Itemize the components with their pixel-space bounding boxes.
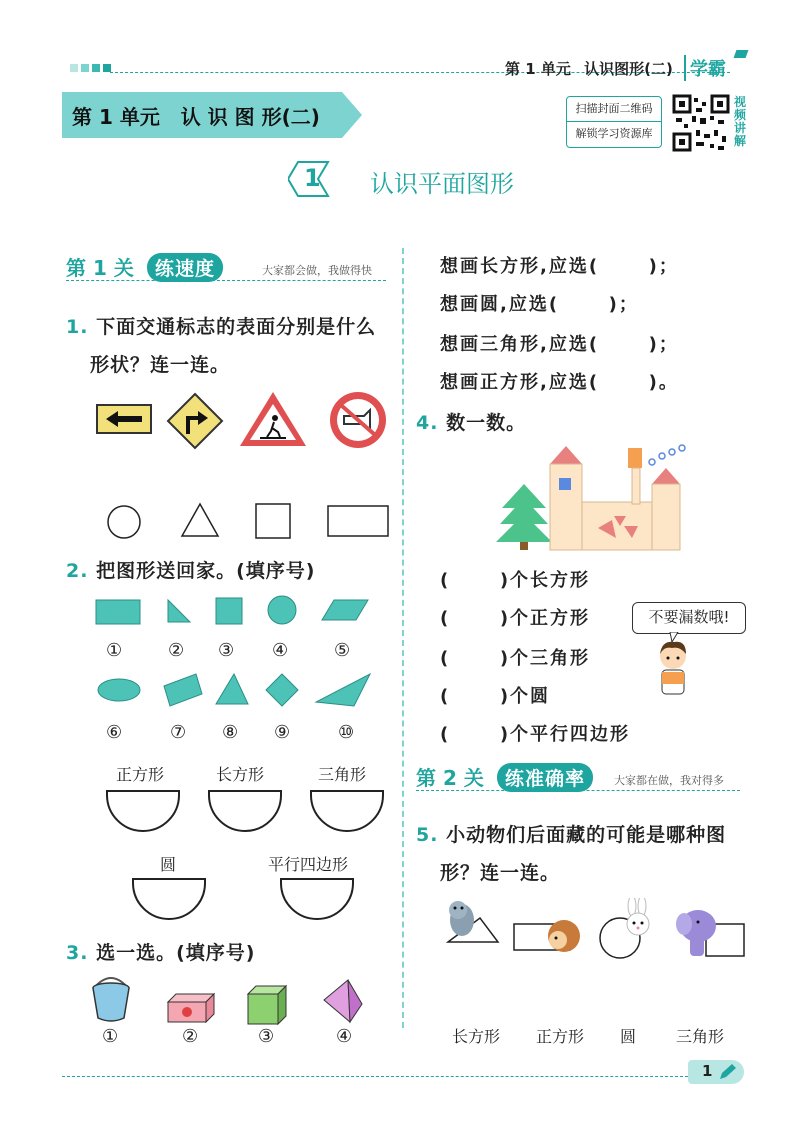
solid-number-1: ①	[102, 1026, 119, 1047]
level2-label: 第 2 关	[416, 766, 484, 790]
header-unit-topic: 认识图形(二)	[584, 60, 673, 78]
scan-line1: 扫描封面二维码	[567, 97, 661, 122]
q5-label-triangle: 三角形	[676, 1027, 725, 1046]
castle-picture	[494, 440, 694, 552]
shape2-triangle	[164, 596, 194, 626]
count-parallelograms[interactable]: ( )个平行四边形	[440, 724, 631, 745]
home-label-square: 正方形	[116, 765, 165, 784]
shape7-tilted-rectangle	[160, 670, 206, 710]
level1-label: 第 1 关	[66, 256, 134, 280]
home-label-parallelogram: 平行四边形	[268, 855, 349, 874]
header-unit	[505, 58, 673, 79]
q2-line: 把图形送回家。(填序号)	[96, 560, 316, 582]
q1-line1: 下面交通标志的表面分别是什么	[96, 316, 377, 338]
level2-underline	[416, 790, 740, 791]
level1-pill: 练速度	[147, 253, 223, 282]
boy-avatar	[650, 632, 696, 698]
home-bowl-square[interactable]	[106, 790, 180, 832]
shape1-rectangle	[94, 598, 142, 626]
seal-with-shape	[440, 898, 502, 946]
footer-rule	[62, 1076, 688, 1077]
q5-number: 5.	[416, 824, 439, 846]
shape8-triangle	[214, 672, 250, 706]
box-icon	[166, 990, 216, 1024]
shape-number-1: ①	[106, 640, 123, 661]
q1-text	[66, 312, 376, 339]
scan-line2: 解锁学习资源库	[575, 127, 653, 140]
shape-number-2: ②	[168, 640, 185, 661]
q3-line: 选一选。(填序号)	[96, 942, 256, 964]
shape9-diamond	[264, 672, 300, 708]
count-squares[interactable]: ( )个正方形	[440, 608, 591, 629]
pedestrian-crossing-sign	[238, 390, 308, 448]
shape-number-4: ④	[272, 640, 289, 661]
graduation-cap-icon	[734, 50, 749, 58]
lesson-name: 认识平面图形	[370, 170, 514, 198]
circle-shape	[106, 504, 142, 540]
shape-number-6: ⑥	[106, 722, 123, 743]
solid-number-3: ③	[258, 1026, 275, 1047]
page-number: 1	[702, 1062, 713, 1080]
speech-bubble-text: 不要漏数哦!	[648, 608, 730, 626]
bucket-icon	[88, 976, 134, 1024]
brand-logo: 学霸	[690, 59, 726, 80]
level1-header	[66, 252, 223, 282]
turn-right-sign	[166, 392, 224, 450]
count-circles[interactable]: ( )个圆	[440, 686, 551, 707]
home-label-circle: 圆	[160, 855, 177, 874]
column-divider	[402, 248, 404, 1028]
solid-number-4: ④	[336, 1026, 353, 1047]
q5-line2: 形？连一连。	[440, 862, 561, 884]
q3-answer-rectangle[interactable]: 想画长方形,应选( )；	[440, 256, 679, 277]
home-label-triangle: 三角形	[318, 765, 367, 784]
shape10-triangle	[314, 672, 374, 708]
elephant-with-shape	[676, 904, 748, 960]
shape-number-3: ③	[218, 640, 235, 661]
solid-number-2: ②	[182, 1026, 199, 1047]
shape-number-8: ⑧	[222, 722, 239, 743]
hedgehog-with-shape	[510, 908, 584, 956]
speech-bubble	[632, 602, 746, 634]
q3-text	[66, 938, 255, 965]
q3-answer-triangle[interactable]: 想画三角形,应选( )；	[440, 334, 679, 355]
q1-line2: 形状？连一连。	[90, 354, 231, 376]
shape-number-9: ⑨	[274, 722, 291, 743]
banner-title: 第 1 单元 认 识 图 形(二)	[72, 105, 320, 129]
cube-icon	[246, 984, 288, 1026]
q3-answer-square[interactable]: 想画正方形,应选( )。	[440, 372, 679, 393]
level1-underline	[66, 280, 386, 281]
lesson-number: 1	[304, 164, 321, 192]
video-label: 视频讲解	[734, 95, 747, 148]
q4-number: 4.	[416, 412, 439, 434]
q5-text	[416, 820, 726, 847]
home-bowl-circle[interactable]	[132, 878, 206, 920]
q4-text	[416, 408, 526, 435]
q5-label-rectangle: 长方形	[452, 1027, 501, 1046]
shape6-oval	[96, 676, 142, 704]
q4-line: 数一数。	[446, 412, 527, 434]
pencil-icon	[718, 1063, 738, 1081]
unit-banner	[62, 92, 362, 138]
q5-line1: 小动物们后面藏的可能是哪种图	[446, 824, 727, 846]
shape4-circle	[266, 594, 298, 626]
q5-label-circle: 圆	[620, 1027, 637, 1046]
scan-box	[566, 96, 662, 148]
pyramid-icon	[322, 978, 364, 1024]
shape5-parallelogram	[320, 598, 370, 622]
no-horn-sign	[328, 390, 388, 450]
home-bowl-rectangle[interactable]	[208, 790, 282, 832]
shape-number-7: ⑦	[170, 722, 187, 743]
rabbit-with-shape	[596, 898, 662, 960]
header-brand	[684, 55, 726, 81]
level2-header	[416, 762, 593, 792]
home-bowl-parallelogram[interactable]	[280, 878, 354, 920]
count-triangles[interactable]: ( )个三角形	[440, 648, 591, 669]
q2-text	[66, 556, 315, 583]
home-label-rectangle: 长方形	[216, 765, 265, 784]
count-rectangles[interactable]: ( )个长方形	[440, 570, 591, 591]
header-unit-label: 第 1 单元	[505, 60, 571, 78]
level2-motto: 大家都在做，我对得多	[614, 774, 724, 787]
square-shape	[254, 502, 294, 540]
level2-pill: 练准确率	[497, 763, 593, 792]
shape-number-10: ⑩	[338, 722, 355, 743]
q3-answer-circle[interactable]: 想画圆,应选( )；	[440, 294, 639, 315]
level1-motto: 大家都会做，我做得快	[262, 264, 372, 277]
left-arrow-sign	[96, 404, 152, 434]
qr-code-icon[interactable]	[672, 94, 730, 152]
q5-label-square: 正方形	[536, 1027, 585, 1046]
page-number-tab	[688, 1060, 744, 1084]
rectangle-shape	[326, 504, 390, 538]
shape3-square	[214, 596, 244, 626]
triangle-shape	[180, 502, 220, 538]
q3-number: 3.	[66, 942, 89, 964]
shape-number-5: ⑤	[334, 640, 351, 661]
home-bowl-triangle[interactable]	[310, 790, 384, 832]
q1-number: 1.	[66, 316, 89, 338]
q2-number: 2.	[66, 560, 89, 582]
